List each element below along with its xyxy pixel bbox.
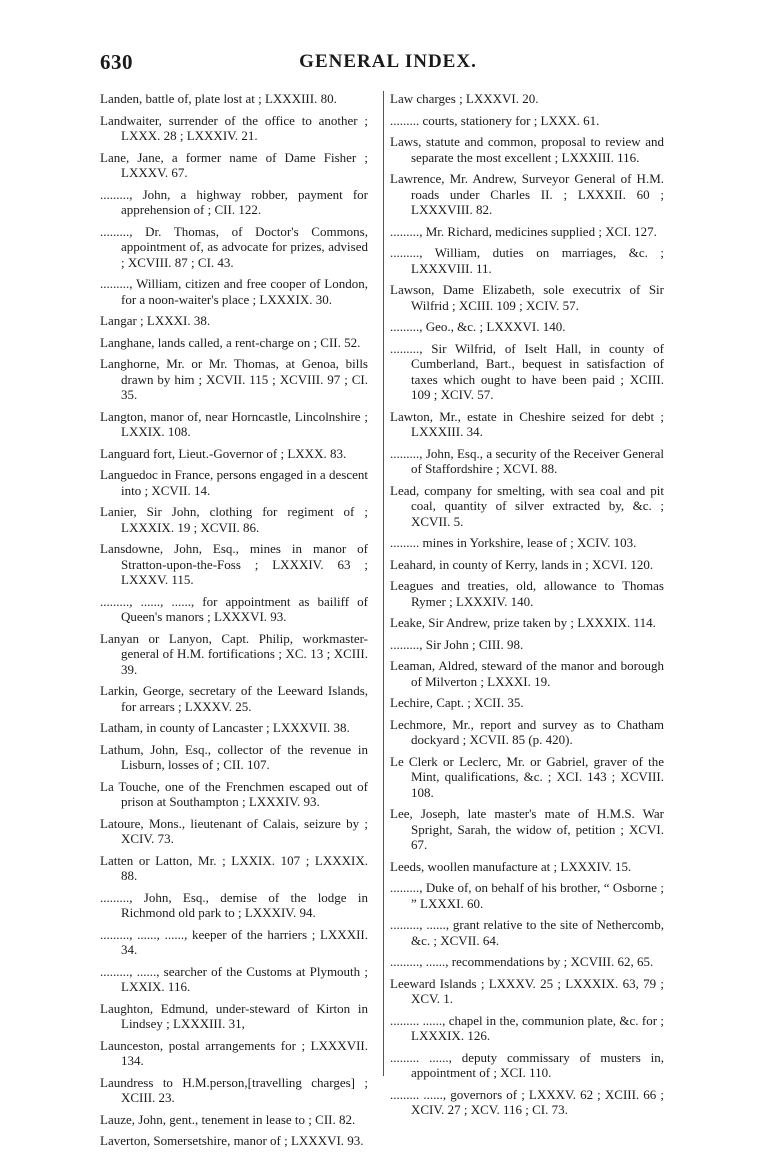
- index-entry: ......... ......, governors of ; LXXXV. 62 ; XCIII. 66 ; XCIV. 27 ; XCV. 116 ; CI. 73.: [390, 1086, 664, 1117]
- index-entry: Langton, manor of, near Horncastle, Lincolnshire ; LXXIX. 108.: [100, 408, 368, 439]
- index-entry: Lansdowne, John, Esq., mines in manor of Stratton-upon-the-Foss ; LXXXIV. 63 ; LXXXV. 115.: [100, 541, 368, 587]
- page-header: [100, 50, 676, 78]
- index-entry: Laverton, Somersetshire, manor of ; LXXXVI. 93.: [100, 1133, 364, 1148]
- index-entry: Lee, Joseph, late master's mate of H.M.S. War Spright, Sarah, the widow of, petition ; XCVI. 67.: [390, 806, 664, 852]
- index-entry: ........., ......, recommendations by ; XCVIII. 62, 65.: [390, 954, 654, 969]
- index-entry: Leeds, woollen manufacture at ; LXXXIV. 15.: [390, 858, 632, 874]
- index-entry: ........., Duke of, on behalf of his brother, “ Osborne ; ” LXXXI. 60.: [390, 880, 664, 911]
- index-entry: Leagues and treaties, old, allowance to Thomas Rymer ; LXXXIV. 140.: [390, 578, 664, 609]
- index-entry: Larkin, George, secretary of the Leeward Islands, for arrears ; LXXXV. 25.: [100, 683, 368, 714]
- index-entry: Lathum, John, Esq., collector of the revenue in Lisburn, losses of ; CII. 107.: [100, 741, 368, 772]
- index-entry: ......... courts, stationery for ; LXXX. 61.: [390, 112, 600, 128]
- index-entry: Leeward Islands ; LXXXV. 25 ; LXXXIX. 63, 79 ; XCV. 1.: [390, 975, 664, 1006]
- index-entry: Le Clerk or Leclerc, Mr. or Gabriel, graver of the Mint, qualifications, &c. ; XCI. 143 ; XCVIII. 108.: [390, 753, 664, 800]
- index-entry: Lawson, Dame Elizabeth, sole executrix of Sir Wilfrid ; XCIII. 109 ; XCIV. 57.: [390, 282, 664, 313]
- index-entry: Laughton, Edmund, under-steward of Kirton in Lindsey ; LXXXIII. 31,: [100, 1000, 368, 1031]
- index-entry: ........., William, citizen and free cooper of London, for a noon-waiter's place ; LXXXIX. 30.: [100, 276, 368, 307]
- column-divider: [383, 91, 384, 1076]
- index-entry: ......... mines in Yorkshire, lease of ; XCIV. 103.: [390, 535, 637, 550]
- index-entry: ........., ......, grant relative to the site of Nethercomb, &c. ; XCVII. 64.: [390, 917, 664, 948]
- running-title: GENERAL INDEX.: [299, 51, 477, 72]
- index-entry: ........., John, Esq., demise of the lodge in Richmond old park to ; LXXXIV. 94.: [100, 889, 368, 920]
- right-column: [390, 91, 664, 1124]
- index-entry: Law charges ; LXXXVI. 20.: [390, 91, 539, 106]
- index-entry: ........., John, Esq., a security of the Receiver General of Staffordshire ; XCVI. 88.: [390, 445, 664, 476]
- page-number: 630: [100, 50, 133, 74]
- index-entry: ........., ......, searcher of the Customs at Plymouth ; LXXIX. 116.: [100, 963, 368, 994]
- index-entry: Latham, in county of Lancaster ; LXXXVII. 38.: [100, 720, 350, 735]
- index-entry: Landwaiter, surrender of the office to another ; LXXX. 28 ; LXXXIV. 21.: [100, 112, 368, 143]
- index-entry: ........., Geo., &c. ; LXXXVI. 140.: [390, 319, 566, 334]
- index-entry: Lechmore, Mr., report and survey as to Chatham dockyard ; XCVII. 85 (p. 420).: [390, 716, 664, 747]
- index-entry: ........., John, a highway robber, payment for apprehension of ; CII. 122.: [100, 186, 368, 217]
- index-entry: Lead, company for smelting, with sea coal and pit coal, quantity of silver extracted by, &c. ; XCVII. 5.: [390, 482, 664, 529]
- left-column: [100, 91, 368, 1155]
- index-entry: Leahard, in county of Kerry, lands in ; XCVI. 120.: [390, 556, 654, 572]
- index-entry: Langhane, lands called, a rent-charge on ; CII. 52.: [100, 334, 361, 350]
- index-entry: Languedoc in France, persons engaged in a descent into ; XCVII. 14.: [100, 467, 368, 498]
- index-entry: ........., Sir Wilfrid, of Iselt Hall, in county of Cumberland, Bart., bequest in satisfaction of taxes which ought to have been paid ; XCIII. 109 ; XCIV. 57.: [390, 340, 664, 402]
- index-entry: ......... ......, deputy commissary of musters in, appointment of ; XCI. 110.: [390, 1049, 664, 1080]
- index-entry: ......... ......, chapel in the, communion plate, &c. for ; LXXXIX. 126.: [390, 1012, 664, 1043]
- index-entry: ........., Mr. Richard, medicines supplied ; XCI. 127.: [390, 223, 657, 239]
- index-entry: ........., ......, ......, for appointment as bailiff of Queen's manors ; LXXXVI. 93.: [100, 593, 368, 624]
- index-entry: Latten or Latton, Mr. ; LXXIX. 107 ; LXXXIX. 88.: [100, 852, 368, 883]
- index-entry: Langhorne, Mr. or Mr. Thomas, at Genoa, bills drawn by him ; XCVII. 115 ; XCVIII. 97 ; CI. 35.: [100, 356, 368, 402]
- index-entry: Langar ; LXXXI. 38.: [100, 313, 211, 328]
- index-entry: ........., Sir John ; CIII. 98.: [390, 636, 524, 652]
- index-entry: Lawrence, Mr. Andrew, Surveyor General of H.M. roads under Charles II. ; LXXXII. 60 ; LXXXVIII. 82.: [390, 171, 664, 217]
- index-entry: Lawton, Mr., estate in Cheshire seized for debt ; LXXXIII. 34.: [390, 408, 664, 439]
- index-entry: Latoure, Mons., lieutenant of Calais, seizure by ; XCIV. 73.: [100, 815, 368, 846]
- index-entry: Languard fort, Lieut.-Governor of ; LXXX. 83.: [100, 445, 347, 461]
- index-entry: La Touche, one of the Frenchmen escaped out of prison at Southampton ; LXXXIV. 93.: [100, 778, 368, 809]
- index-entry: ........., William, duties on marriages, &c. ; LXXXVIII. 11.: [390, 245, 664, 276]
- index-entry: Leake, Sir Andrew, prize taken by ; LXXXIX. 114.: [390, 615, 656, 630]
- index-entry: ........., ......, ......, keeper of the harriers ; LXXXII. 34.: [100, 926, 368, 957]
- index-entry: Lanier, Sir John, clothing for regiment of ; LXXXIX. 19 ; XCVII. 86.: [100, 504, 368, 535]
- index-entry: Launceston, postal arrangements for ; LXXXVII. 134.: [100, 1037, 368, 1068]
- index-entry: Lauze, John, gent., tenement in lease to ; CII. 82.: [100, 1111, 356, 1127]
- index-entry: Laundress to H.M.person,[travelling charges] ; XCIII. 23.: [100, 1074, 368, 1105]
- index-entry: Laws, statute and common, proposal to review and separate the most excellent ; LXXXIII. 116.: [390, 134, 664, 165]
- index-entry: Lechire, Capt. ; XCII. 35.: [390, 695, 524, 710]
- index-entry: Landen, battle of, plate lost at ; LXXXIII. 80.: [100, 91, 337, 106]
- index-entry: ........., Dr. Thomas, of Doctor's Commons, appointment of, as advocate for prizes, advised ; XCVIII. 87 ; CI. 43.: [100, 223, 368, 270]
- index-entry: Lanyan or Lanyon, Capt. Philip, workmaster-general of H.M. fortifications ; XC. 13 ; XCIII. 39.: [100, 630, 368, 677]
- index-entry: Lane, Jane, a former name of Dame Fisher ; LXXXV. 67.: [100, 149, 368, 180]
- index-entry: Leaman, Aldred, steward of the manor and borough of Milverton ; LXXXI. 19.: [390, 658, 664, 689]
